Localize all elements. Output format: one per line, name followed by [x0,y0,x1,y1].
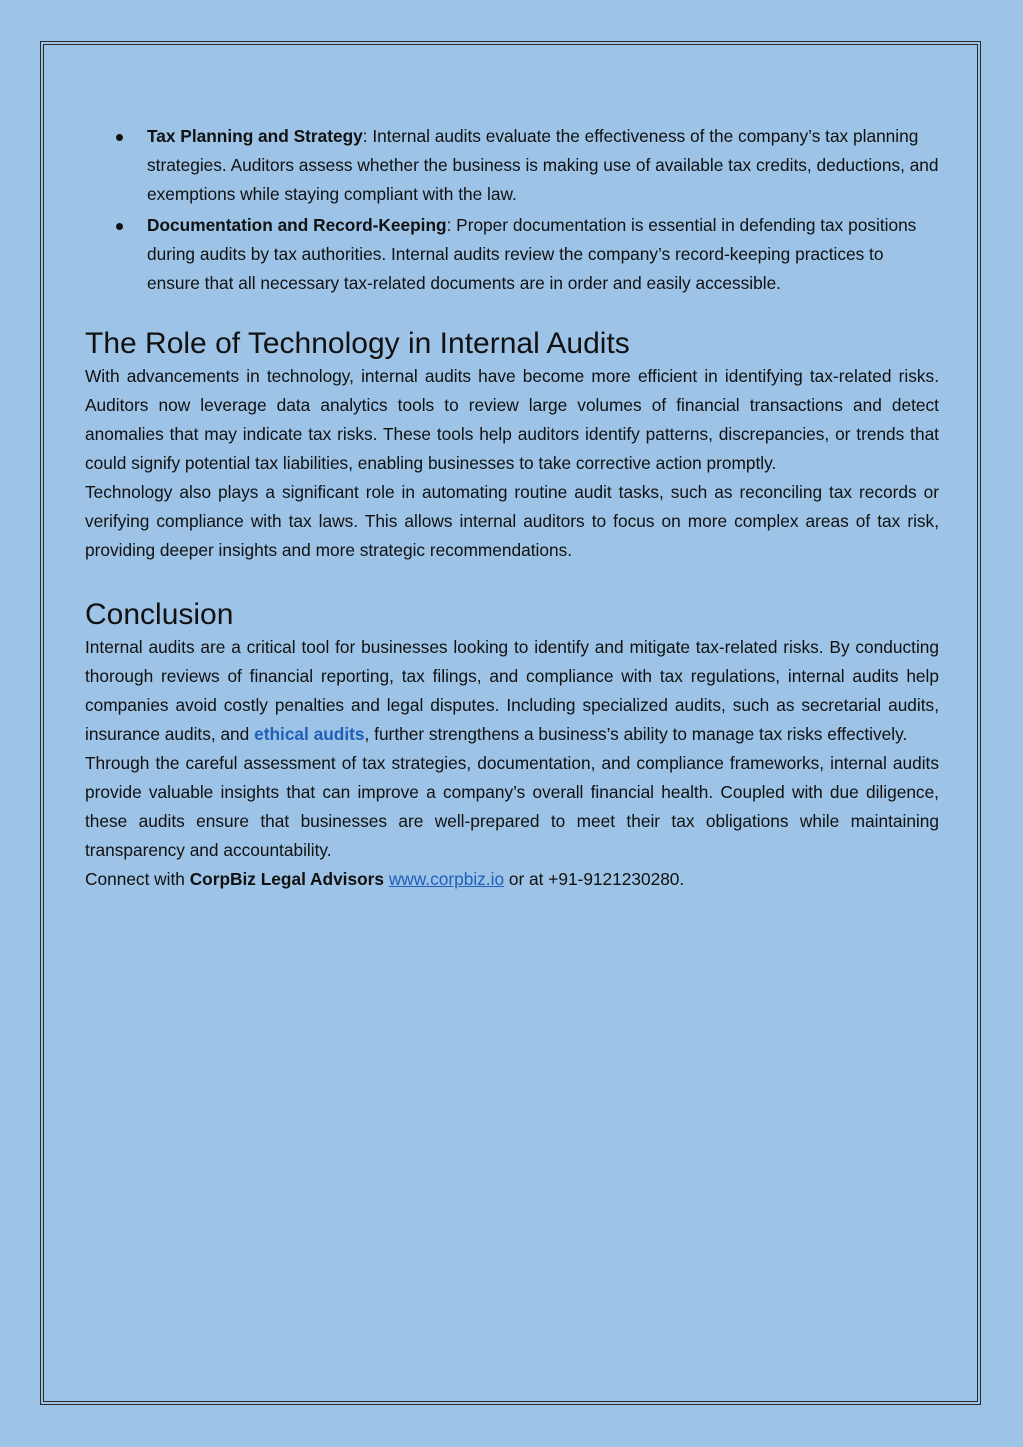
bullet-text: : Internal audits evaluate the effectiveness of the company’s tax planning strategies. Auditors assess whether the business is making use of available tax credits, deductions, and exemptions while staying compliant with the law. [147,126,939,204]
heading-role-of-technology: The Role of Technology in Internal Audits [85,327,630,360]
paragraph-conclusion-assessment: Through the careful assessment of tax strategies, documentation, and compliance frameworks, internal audits provide valuable insights that can improve a company’s overall financial health. Coupled with due diligence, these audits ensure that businesses are well-prepared to meet their tax obligations while maintaining transparency and accountability. [85,753,939,860]
bullet-dot-icon [116,223,123,230]
paragraph-technology-efficiency: With advancements in technology, internal audits have become more efficient in identifying tax-related risks. Auditors now leverage data analytics tools to review large volumes of financial transactions and detect anomalies that may indicate tax risks. These tools help auditors identify patterns, discrepancies, or trends that could signify potential tax liabilities, enabling businesses to take corrective action promptly. [85,366,939,473]
bullet-title: Documentation and Record-Keeping [147,215,447,235]
website-link[interactable]: www.corpbiz.io [388,869,505,889]
conclusion-text-after-link: , further strengthens a business’s ability to manage tax risks effectively. [364,724,908,744]
document-content [85,122,939,894]
conclusion-text-before-link: Internal audits are a critical tool for businesses looking to identify and mitigate tax-related risks. By conducting thorough reviews of financial reporting, tax filings, and compliance with tax regulations, internal audits help companies avoid costly penalties and legal disputes. Including specialized audits, such as secretarial audits, insurance audits, and [85,637,939,744]
bullet-item-tax-planning [85,122,939,209]
contact-prefix: Connect with [85,869,190,889]
company-name: CorpBiz Legal Advisors [189,869,384,889]
contact-suffix: or at +91-9121230280. [504,869,685,889]
bullet-list [85,122,939,298]
bullet-item-documentation [85,211,939,298]
bullet-title: Tax Planning and Strategy [147,126,363,146]
paragraph-contact [85,865,939,894]
ethical-audits-link[interactable]: ethical audits [254,724,365,744]
paragraph-technology-automation: Technology also plays a significant role in automating routine audit tasks, such as reconciling tax records or verifying compliance with tax laws. This allows internal auditors to focus on more complex areas of tax risk, providing deeper insights and more strategic recommendations. [85,482,939,560]
paragraph-conclusion-intro [85,633,939,749]
bullet-dot-icon [116,134,123,141]
heading-conclusion: Conclusion [85,598,234,631]
bullet-text: : Proper documentation is essential in defending tax positions during audits by tax authorities. Internal audits review the company’s record-keeping practices to ensure that all necessary tax-related documents are in order and easily accessible. [147,215,917,293]
